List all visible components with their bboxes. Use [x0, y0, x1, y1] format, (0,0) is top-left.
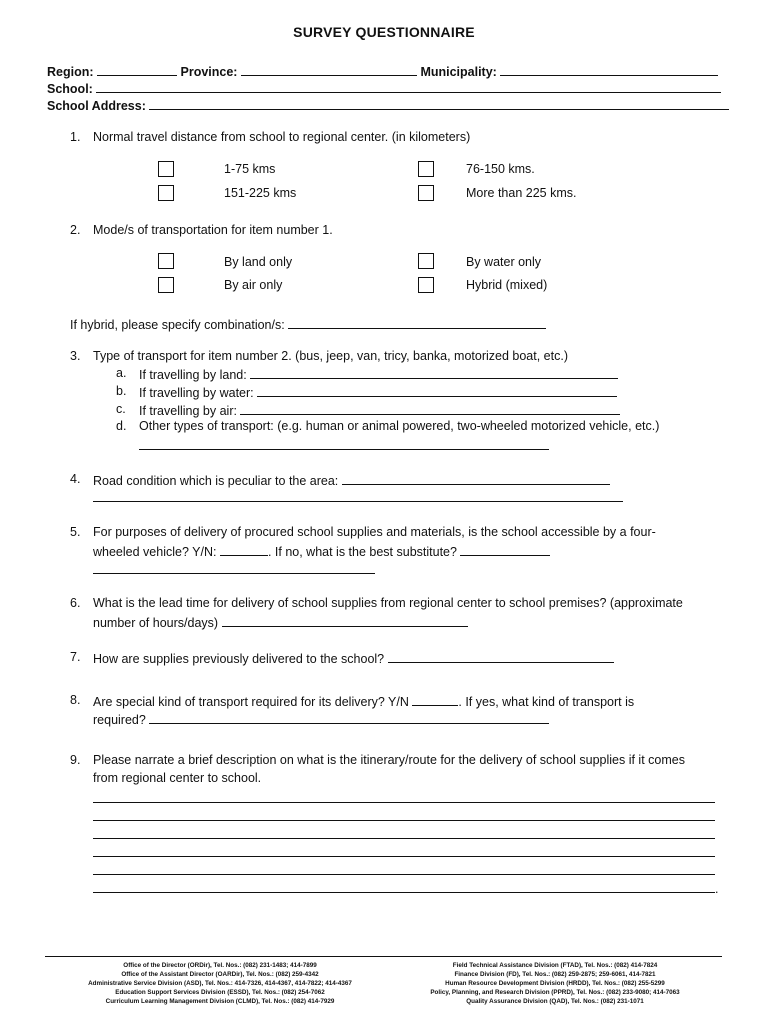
municipality-label: Municipality: — [420, 65, 497, 79]
page-title: SURVEY QUESTIONNAIRE — [293, 24, 475, 40]
q7-blank[interactable] — [388, 650, 614, 663]
q2-hybrid-blank[interactable] — [288, 316, 546, 329]
q4-row-2 — [93, 489, 623, 505]
q9-answer-line-6 — [93, 880, 718, 896]
school-blank[interactable] — [96, 80, 721, 93]
footer-divider — [45, 956, 722, 957]
q8-yn-label: Are special kind of transport required for its delivery? Y/N — [93, 695, 409, 709]
footer-left-2: Office of the Assistant Director (OARDir), Tel. Nos.: (082) 259-4342 — [121, 971, 319, 978]
q9-blank-3[interactable] — [93, 826, 715, 839]
q3-item-c-blank[interactable] — [240, 402, 620, 415]
footer-left-3: Administrative Service Division (ASD), Tel. Nos.: 414-7326, 414-4367, 414-7822; 414-4367 — [88, 980, 352, 987]
q3-item-d-line — [139, 437, 549, 453]
municipality-blank[interactable] — [500, 63, 718, 76]
q3-item-c-letter: c. — [116, 402, 126, 416]
school-address-label: School Address: — [47, 99, 146, 113]
q1-checkbox-4[interactable] — [418, 185, 434, 201]
q7-row — [93, 650, 614, 666]
q6-number: 6. — [70, 596, 81, 610]
q3-item-b — [139, 384, 617, 400]
q2-hybrid-label: If hybrid, please specify combination/s: — [70, 318, 285, 332]
q3-item-c-label: If travelling by air: — [139, 404, 237, 418]
q3-item-d-blank[interactable] — [139, 437, 549, 450]
q6-hours-blank[interactable] — [222, 614, 468, 627]
province-label: Province: — [180, 65, 238, 79]
q9-line-2: from regional center to school. — [93, 771, 262, 785]
q9-blank-4[interactable] — [93, 844, 715, 857]
q3-item-c — [139, 402, 620, 418]
q9-answer-line-4 — [93, 844, 715, 860]
q5-yn-blank[interactable] — [220, 543, 268, 556]
q2-checkbox-2[interactable] — [418, 253, 434, 269]
q1-checkbox-1[interactable] — [158, 161, 174, 177]
region-label: Region: — [47, 65, 94, 79]
q2-option-1: By land only — [224, 255, 293, 269]
q8-required-blank[interactable] — [149, 711, 549, 724]
q2-hybrid-row — [70, 316, 546, 332]
q1-text: Normal travel distance from school to regional center. (in kilometers) — [93, 130, 471, 144]
q6-hours-label: number of hours/days) — [93, 616, 219, 630]
q5-substitute-blank[interactable] — [460, 543, 550, 556]
q5-yn-label: wheeled vehicle? Y/N: — [93, 545, 217, 559]
q9-blank-1[interactable] — [93, 790, 715, 803]
q9-blank-5[interactable] — [93, 862, 715, 875]
q9-answer-line-5 — [93, 862, 715, 878]
q3-text: Type of transport for item number 2. (bus, jeep, van, tricy, banka, motorized boat, etc.) — [93, 349, 568, 363]
q9-answer-line-3 — [93, 826, 715, 842]
q3-item-b-label: If travelling by water: — [139, 386, 254, 400]
q5-substitute-label: . If no, what is the best substitute? — [267, 545, 457, 559]
q7-number: 7. — [70, 650, 81, 664]
q2-option-2: By water only — [466, 255, 542, 269]
q1-checkbox-3[interactable] — [158, 185, 174, 201]
q3-item-a-blank[interactable] — [250, 366, 618, 379]
q1-option-4: More than 225 kms. — [466, 186, 577, 200]
q3-item-a — [139, 366, 618, 382]
q9-end-mark: . — [715, 882, 719, 896]
q1-checkbox-2[interactable] — [418, 161, 434, 177]
q3-item-b-letter: b. — [116, 384, 127, 398]
q3-item-b-blank[interactable] — [257, 384, 617, 397]
q2-text: Mode/s of transportation for item number 1. — [93, 223, 333, 237]
school-address-blank[interactable] — [149, 97, 729, 110]
footer-left-5: Curriculum Learning Management Division (CLMD), Tel. Nos.: (082) 414-7929 — [105, 998, 335, 1005]
footer-right-2: Finance Division (FD), Tel. Nos.: (082) 259-2875; 259-6061, 414-7821 — [454, 971, 656, 978]
q5-line-1: For purposes of delivery of procured school supplies and materials, is the school accessible by a four- — [93, 525, 656, 539]
q8-line-1 — [93, 693, 634, 709]
q2-option-4: Hybrid (mixed) — [466, 278, 548, 292]
q9-answer-line-2 — [93, 808, 715, 824]
q1-option-1: 1-75 kms — [224, 162, 276, 176]
footer-right-4: Policy, Planning, and Research Division (PPRD), Tel. Nos.: (082) 233-9080; 414-7063 — [430, 989, 680, 996]
q7-text: How are supplies previously delivered to the school? — [93, 652, 385, 666]
q5-substitute-blank-2[interactable] — [93, 561, 375, 574]
footer-right-3: Human Resource Development Division (HRDD), Tel. Nos.: (082) 255-5299 — [445, 980, 665, 987]
q2-checkbox-1[interactable] — [158, 253, 174, 269]
q3-item-a-label: If travelling by land: — [139, 368, 247, 382]
q6-line-2 — [93, 614, 468, 630]
q8-required-label: required? — [93, 713, 146, 727]
q2-number: 2. — [70, 223, 81, 237]
header-row-school — [47, 80, 721, 96]
province-blank[interactable] — [241, 63, 417, 76]
q8-yn-blank[interactable] — [412, 693, 458, 706]
q4-number: 4. — [70, 472, 81, 486]
region-blank[interactable] — [97, 63, 177, 76]
q2-option-3: By air only — [224, 278, 283, 292]
q3-number: 3. — [70, 349, 81, 363]
q1-option-2: 76-150 kms. — [466, 162, 535, 176]
q1-option-3: 151-225 kms — [224, 186, 297, 200]
q1-number: 1. — [70, 130, 81, 144]
footer-right-5: Quality Assurance Division (QAD), Tel. Nos.: (082) 231-1071 — [466, 998, 644, 1005]
footer-left-4: Education Support Services Division (ESSD), Tel. Nos.: (082) 254-7062 — [115, 989, 325, 996]
q9-blank-2[interactable] — [93, 808, 715, 821]
q9-number: 9. — [70, 753, 81, 767]
header-row-address — [47, 97, 729, 113]
q5-line-2 — [93, 543, 550, 559]
q3-item-d-label: Other types of transport: (e.g. human or animal powered, two-wheeled motorized vehicle, etc.) — [139, 419, 660, 433]
q3-item-a-letter: a. — [116, 366, 127, 380]
q4-blank-1[interactable] — [342, 472, 610, 485]
q9-blank-6[interactable] — [93, 880, 715, 893]
q4-text: Road condition which is peculiar to the area: — [93, 474, 339, 488]
q5-number: 5. — [70, 525, 81, 539]
footer-right-1: Field Technical Assistance Division (FTAD), Tel. Nos.: (082) 414-7824 — [452, 962, 658, 969]
q2-checkbox-4[interactable] — [418, 277, 434, 293]
q2-checkbox-3[interactable] — [158, 277, 174, 293]
q4-blank-2[interactable] — [93, 489, 623, 502]
q8-kind-label: . If yes, what kind of transport is — [458, 695, 635, 709]
q8-number: 8. — [70, 693, 81, 707]
q5-line-3 — [93, 561, 375, 577]
q4-row — [93, 472, 610, 488]
q3-item-d-letter: d. — [116, 419, 127, 433]
footer-left-1: Office of the Director (ORDir), Tel. Nos.: (082) 231-1483; 414-7899 — [123, 962, 317, 969]
q9-answer-line-1 — [93, 790, 715, 806]
q9-line-1: Please narrate a brief description on what is the itinerary/route for the delivery of school supplies if it comes — [93, 753, 685, 767]
q6-line-1: What is the lead time for delivery of school supplies from regional center to school premises? (approximate — [93, 596, 683, 610]
q8-line-2 — [93, 711, 549, 727]
school-label: School: — [47, 82, 93, 96]
header-row-location — [47, 63, 718, 79]
